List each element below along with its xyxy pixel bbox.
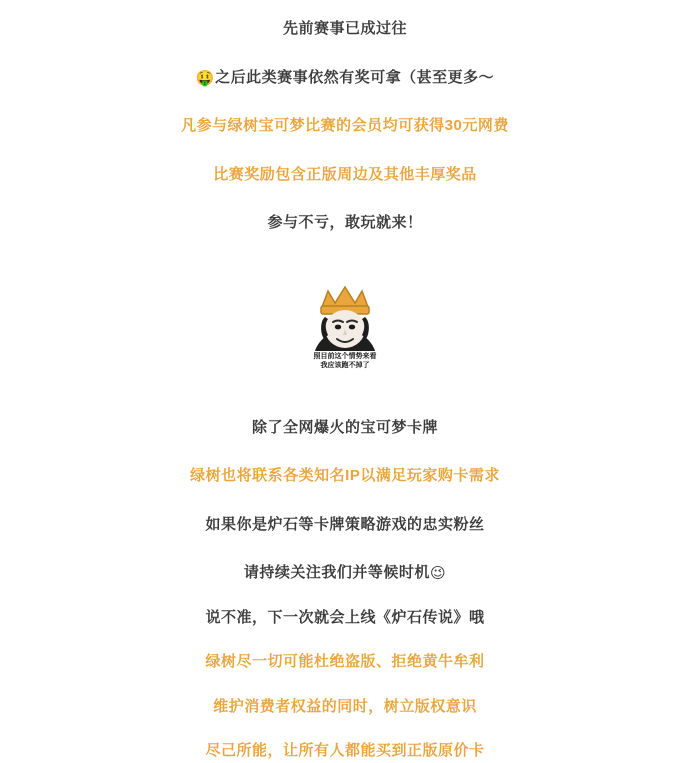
meme-image-block [0,277,690,373]
meme-caption-line-2: 我应该跑不掉了 [320,361,370,369]
paragraph-line-6: 除了全网爆火的宝可梦卡牌 [251,418,438,436]
paragraph-line-1: 先前赛事已成过往 [282,20,407,37]
paragraph-line-2-text: 之后此类赛事依然有奖可拿（甚至更多～ [215,68,495,86]
line-gap [0,89,690,115]
article-section-two [0,417,690,763]
paragraph-line-4: 比赛奖励包含正版周边及其他丰厚奖品 [213,165,477,183]
paragraph-line-12: 维护消费者权益的同时，树立版权意识 [213,697,477,715]
paragraph-line-10: 说不准，下一次就会上线《炉石传说》哦 [205,608,485,626]
paragraph-line-9 [0,562,690,585]
meme-sticker [302,277,388,373]
paragraph-line-5: 参与不亏，敢玩就来！ [267,214,423,231]
article-section-one [0,18,690,235]
line-gap [0,585,690,607]
paragraph-line-2 [0,67,690,90]
line-gap [0,439,690,465]
line-gap [0,186,690,212]
money-face-emoji: 🤑 [195,68,216,87]
paragraph-line-11: 绿树尽一切可能杜绝盗版、拒绝黄牛牟利 [205,653,485,670]
top-spacer [0,0,690,18]
paragraph-line-13: 尽己所能，让所有人都能买到正版原价卡 [205,742,485,759]
paragraph-line-3: 凡参与绿树宝可梦比赛的会员均可获得30元网费 [181,117,509,134]
paragraph-line-8: 如果你是炉石等卡牌策略游戏的忠实粉丝 [205,515,485,533]
line-gap [0,41,690,67]
meme-caption [302,353,388,371]
line-gap [0,488,690,514]
paragraph-line-9-text: 请持续关注我们并等候时机 [243,564,430,581]
line-gap [0,629,690,651]
line-gap [0,674,690,696]
wink-emoji: 😉 [429,564,447,582]
line-gap [0,138,690,164]
line-gap [0,536,690,562]
meme-caption-line-1: 照目前这个情势来看 [313,353,377,360]
line-gap [0,718,690,740]
paragraph-line-7: 绿树也将联系各类知名IP以满足玩家购卡需求 [190,467,500,484]
